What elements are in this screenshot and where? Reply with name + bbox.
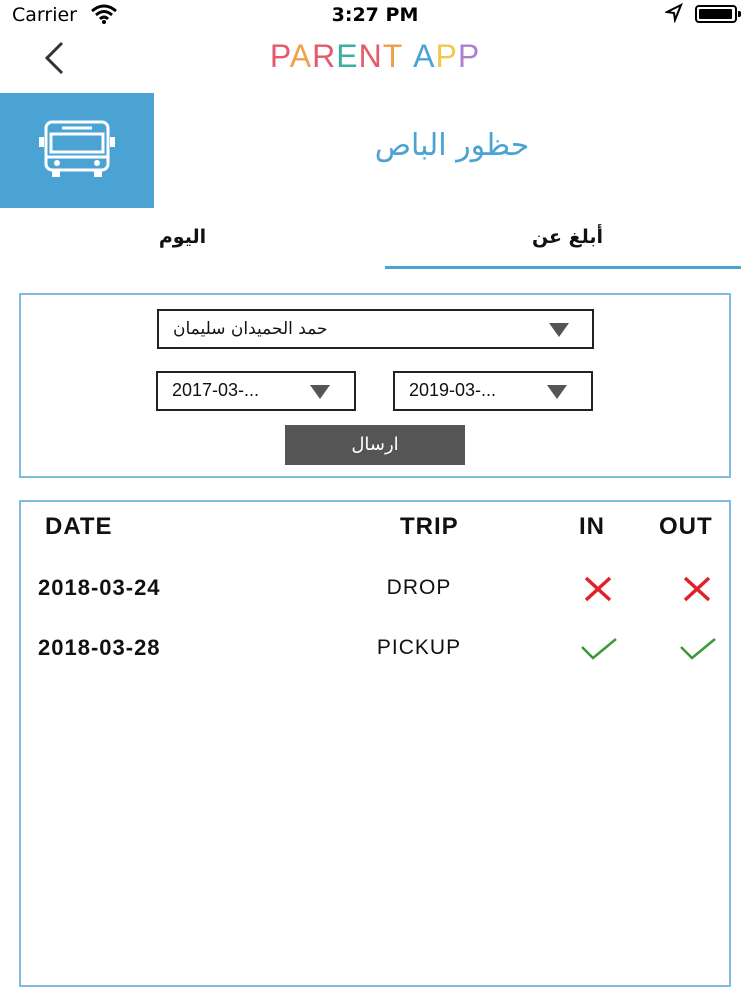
logo-letter: P [457,38,481,74]
status-bar [0,0,750,30]
student-select-value: حمد الحميدان سليمان [173,319,328,339]
page-title: حظور الباص [374,128,530,163]
active-tab-indicator [385,266,741,269]
student-select[interactable] [157,309,594,349]
column-header-date: DATE [45,513,113,540]
results-table [19,500,731,987]
row-trip: PICKUP [376,636,462,659]
row-date: 2018-03-28 [38,635,161,660]
dropdown-triangle-icon [547,385,567,399]
check-icon [679,635,717,667]
tab-today[interactable]: اليوم [158,226,207,248]
column-header-in: IN [579,513,605,540]
send-button[interactable]: ارسال [285,425,465,465]
tab-report[interactable]: أبلغ عن [531,226,604,248]
column-header-trip: TRIP [400,513,459,540]
column-header-out: OUT [659,513,713,540]
cross-icon [582,575,614,607]
row-trip: DROP [386,576,452,599]
date-from-select[interactable] [156,371,356,411]
clock: 3:27 PM [331,4,419,26]
row-date: 2018-03-24 [38,575,161,600]
logo-letter [403,38,413,74]
logo-letter: P [435,38,458,74]
check-icon [580,635,618,667]
date-to-select[interactable] [393,371,593,411]
bus-tile [0,93,154,208]
logo-letter: P [269,38,290,74]
logo-letter: E [336,38,359,74]
logo-letter: A [413,38,436,74]
dropdown-triangle-icon [310,385,330,399]
dropdown-triangle-icon [549,323,569,337]
date-from-value: 2017-03-... [172,380,260,400]
logo-letter: A [289,38,313,74]
bus-icon [38,119,116,179]
location-arrow-icon [665,3,683,28]
date-to-value: 2019-03-... [409,380,497,400]
app-logo [0,38,750,75]
battery-icon [695,5,737,23]
logo-letter: N [358,38,383,74]
logo-letter: T [382,38,404,74]
cross-icon [681,575,713,607]
carrier-label: Carrier [12,4,77,26]
logo-letter: R [312,38,337,74]
